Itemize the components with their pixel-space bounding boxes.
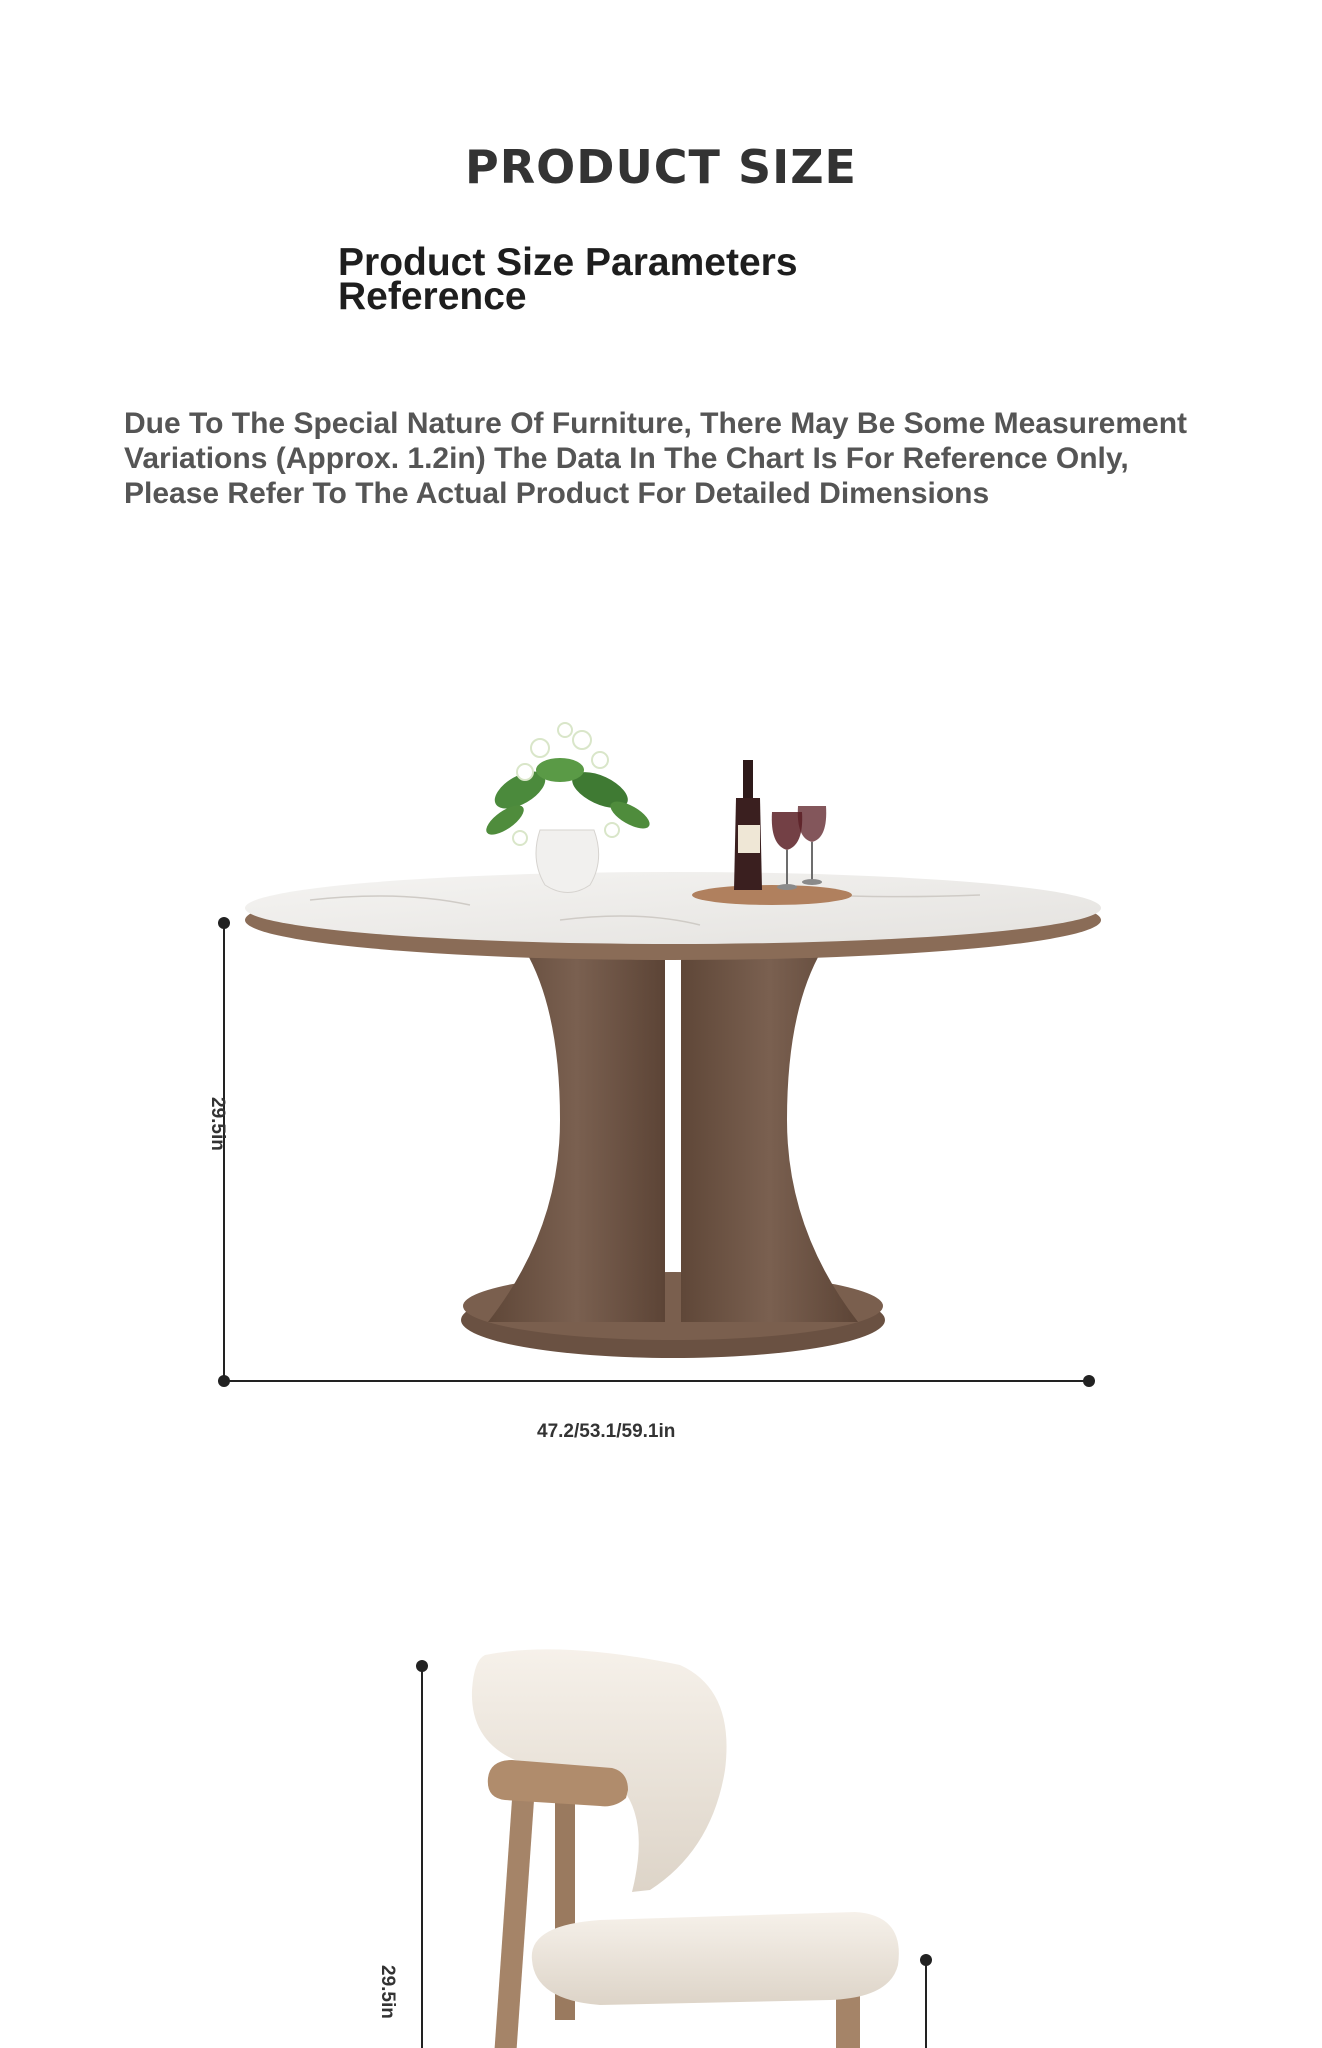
- subtitle-line-2: Reference: [338, 275, 527, 318]
- dining-chair-image: [472, 1649, 899, 2048]
- flower-arrangement: [482, 723, 654, 845]
- chair-seat-cushion: [532, 1912, 899, 2005]
- disclaimer-line-3: Please Refer To The Actual Product For Detailed Dimensions: [124, 477, 990, 510]
- table-height-dimension: [218, 917, 230, 1387]
- table-top-marble: [245, 872, 1101, 944]
- chair-height-label: 29.5in: [377, 1965, 398, 2019]
- dining-table-image: [245, 723, 1101, 1358]
- serving-tray: [692, 885, 852, 905]
- chair-back-leg-left: [494, 1770, 536, 2048]
- chair-height-dimension: [416, 1660, 428, 2048]
- table-leg-right: [681, 950, 858, 1322]
- table-height-label: 29.5in: [207, 1097, 228, 1151]
- subtitle-line-1: Product Size Parameters: [338, 241, 798, 284]
- disclaimer-line-2: Variations (Approx. 1.2in) The Data In The Chart Is For Reference Only,: [124, 442, 1129, 475]
- flower-vase: [536, 830, 599, 893]
- disclaimer-line-1: Due To The Special Nature Of Furniture, There May Be Some Measurement: [124, 407, 1188, 440]
- table-leg-left: [488, 950, 665, 1322]
- section-title: PRODUCT SIZE: [465, 140, 857, 194]
- table-width-dimension: [224, 1375, 1095, 1387]
- chair-seat-height-dimension: [920, 1954, 932, 2048]
- table-width-label: 47.2/53.1/59.1in: [537, 1421, 676, 1442]
- wine-bottle: [734, 760, 762, 890]
